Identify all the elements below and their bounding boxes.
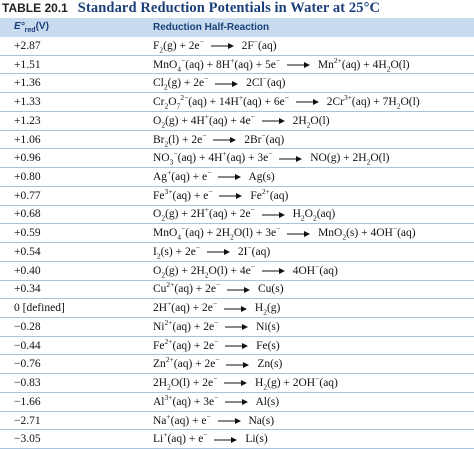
table-row [0, 337, 474, 356]
reaction-arrow-icon [262, 267, 286, 275]
potential-cell: −3.05 [14, 433, 41, 446]
reaction-arrow-icon [214, 436, 238, 444]
half-reaction-cell: $O_2(g) + 4H^+(aq) + 4e^-$ $2H_2O(l)$ [153, 111, 330, 130]
table-row [0, 224, 474, 243]
table-row [0, 243, 474, 262]
reaction-column-header: Reduction Half-Reaction [153, 22, 270, 33]
reaction-arrow-icon [218, 173, 242, 181]
table-row [0, 131, 474, 150]
potential-cell: +0.68 [14, 208, 41, 221]
half-reaction-cell: $Br_2(l) + 2e^-$ 2Br−(aq) [153, 130, 285, 148]
half-reaction-cell: $O_2(g) + 2H^+(aq) + 2e^-$ $H_2O_2(aq)$ [153, 205, 336, 223]
reaction-arrow-icon [287, 230, 311, 238]
half-reaction-cell: $Ni^{2+}(aq) + 2e^-$ Ni(s) [153, 318, 280, 333]
potential-cell: +2.87 [14, 39, 41, 52]
potential-cell: +0.54 [14, 245, 41, 258]
table-row [0, 299, 474, 318]
table-row [0, 281, 474, 300]
table-row [0, 93, 474, 112]
potential-column-header: $E^\circ_{red}(V)$ [14, 21, 49, 34]
table-caption [0, 0, 474, 16]
reaction-arrow-icon [262, 211, 286, 219]
potential-cell: +0.96 [14, 152, 41, 165]
half-reaction-cell: $MnO_4^-(aq) + 2H_2O(l) + 3e^-$ MnO$_2$(s) + 4OH−(aq) [153, 224, 416, 242]
potential-cell: +0.80 [14, 171, 41, 183]
potential-cell: −1.66 [14, 395, 41, 408]
potential-cell: +0.40 [14, 264, 41, 277]
reaction-arrow-icon [218, 417, 242, 425]
reaction-arrow-icon [262, 117, 286, 125]
table-row [0, 187, 474, 206]
table-row [0, 74, 474, 93]
reaction-arrow-icon [296, 98, 320, 106]
reaction-arrow-icon [213, 136, 237, 144]
potential-cell: +1.36 [14, 77, 41, 90]
reaction-arrow-icon [224, 379, 248, 387]
reduction-potentials-table [0, 18, 474, 449]
half-reaction-cell: 2H+(aq) + 2e− $H_2(g)$ [153, 299, 281, 317]
reaction-arrow-icon [224, 305, 248, 313]
potential-cell: +1.23 [14, 114, 41, 127]
half-reaction-cell: $Fe^{2+}(aq) + 2e^-$ Fe(s) [153, 336, 280, 352]
half-reaction-cell: $F_2(g) + 2e^-$ 2F−(aq) [153, 37, 277, 55]
reaction-arrow-icon [279, 155, 303, 163]
table-title: Standard Reduction Potentials in Water at 25°C [77, 0, 381, 16]
potential-cell: −2.71 [14, 414, 41, 427]
half-reaction-cell: $Cr_2O_7^{2-}(aq) + 14H^+(aq) + 6e^-$ $2Cr^{3+}(aq) + 7H_2O(l)$ [153, 93, 420, 111]
half-reaction-cell: $Fe^{3+}(aq) + e^-$ $Fe^{2+}(aq)$ [153, 186, 289, 202]
reaction-arrow-icon [225, 398, 249, 406]
table-body [0, 37, 474, 449]
reaction-arrow-icon [225, 323, 249, 331]
half-reaction-cell: $I_2(s) + 2e^-$ 2I−(aq) [153, 243, 271, 261]
potential-cell: +1.51 [14, 58, 41, 71]
reaction-arrow-icon [287, 61, 311, 69]
table-row [0, 37, 474, 56]
table-row [0, 318, 474, 337]
table-row [0, 149, 474, 168]
half-reaction-cell: $Zn^{2+}(aq) + 2e^-$ Zn(s) [153, 355, 283, 371]
table-row [0, 430, 474, 449]
potential-cell: +1.06 [14, 133, 41, 146]
reaction-arrow-icon [227, 286, 251, 294]
table-header-row [0, 18, 474, 37]
potential-cell: +1.33 [14, 96, 41, 109]
half-reaction-cell: Ag+(aq) + e− Ag(s) [153, 168, 275, 183]
half-reaction-cell: Li+(aq) + e− Li(s) [153, 430, 268, 446]
half-reaction-cell: $O_2(g) + 2H_2O(l) + 4e^-$ 4OH−(aq) [153, 261, 338, 279]
reaction-arrow-icon [215, 80, 239, 88]
half-reaction-cell: $NO_3^-(aq) + 4H^+(aq) + 3e^-$ $NO(g) + 2H_2O(l)$ [153, 149, 390, 167]
half-reaction-cell: $Cu^{2+}(aq) + 2e^-$ Cu(s) [153, 280, 284, 296]
half-reaction-cell: $2H_2O(l) + 2e^-$ $H_2(g) + 2OH^-(aq)$ [153, 374, 338, 392]
table-row [0, 412, 474, 431]
potential-cell: +0.59 [14, 227, 41, 240]
table-row [0, 168, 474, 187]
table-row [0, 56, 474, 75]
table-row [0, 393, 474, 412]
potential-cell: −0.28 [14, 320, 41, 333]
potential-cell: 0 [defined] [14, 302, 65, 315]
table-row [0, 355, 474, 374]
table-row [0, 262, 474, 281]
potential-cell: −0.44 [14, 339, 41, 352]
table-row [0, 374, 474, 393]
half-reaction-cell: Na+(aq) + e− Na(s) [153, 411, 275, 427]
potential-cell: +0.34 [14, 283, 41, 296]
table-row [0, 206, 474, 225]
reaction-arrow-icon [211, 42, 235, 50]
potential-cell: −0.83 [14, 377, 41, 390]
table-row [0, 112, 474, 131]
reaction-arrow-icon [225, 342, 249, 350]
half-reaction-cell: MnO$_4$−(aq) + 8H+(aq) + 5e− $Mn^{2+}(aq) + 4H_2O(l)$ [153, 55, 410, 73]
half-reaction-cell: $Cl_2(g) + 2e^-$ 2Cl−(aq) [153, 74, 286, 92]
reaction-arrow-icon [219, 192, 243, 200]
potential-cell: +0.77 [14, 189, 41, 202]
half-reaction-cell: $Al^{3+}(aq) + 3e^-$ Al(s) [153, 392, 280, 408]
potential-cell: −0.76 [14, 358, 41, 371]
reaction-arrow-icon [226, 361, 250, 369]
reaction-arrow-icon [207, 248, 231, 256]
table-number: TABLE 20.1 [2, 1, 68, 15]
